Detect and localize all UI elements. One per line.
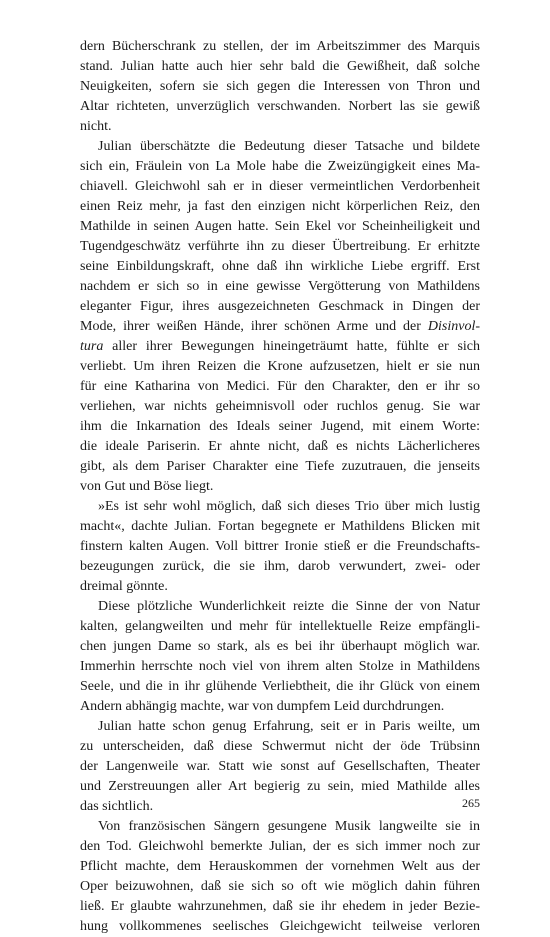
text-line: finstern kalten Augen. Voll bittrer Ironie stieß er die Freundschafts- bbox=[80, 539, 480, 554]
text-line: »Es ist sehr wohl möglich, daß sich dieses Trio über mich lustig bbox=[98, 499, 480, 514]
text-line: Diese plötzliche Wunderlichkeit reizte die Sinne der von Natur bbox=[98, 599, 480, 614]
text-line: Julian überschätzte die Bedeutung dieser Tatsache und bildete bbox=[98, 139, 480, 154]
text-line: verliebt. Um ihren Reizen die Krone aufzusetzen, hielt er sie nun bbox=[80, 359, 480, 374]
text-line: bezeugungen zurück, die sie ihm, darob verwundert, zwei- oder bbox=[80, 559, 480, 574]
text-line: chiavell. Gleichwohl sah er in dieser vermeintlichen Verdorbenheit bbox=[80, 179, 480, 194]
text-line: Altar richteten, unverzüglich verschwanden. Norbert las sie gewiß bbox=[80, 99, 480, 114]
paragraph bbox=[80, 137, 480, 497]
page-number: 265 bbox=[462, 796, 480, 810]
text-line: zu unterscheiden, daß diese Schwermut nicht der öde Trübsinn bbox=[80, 739, 480, 754]
paragraph bbox=[80, 497, 480, 597]
body-text bbox=[80, 37, 480, 937]
text-line: von Gut und Böse liegt. bbox=[80, 479, 214, 494]
text-line: dern Bücherschrank zu stellen, der im Arbeitszimmer des Marquis bbox=[80, 39, 480, 54]
text-line: einen Reiz mehr, ja fast den einzigen nicht körperlichen Reiz, den bbox=[80, 199, 480, 214]
text-line: ihm die Inkarnation des Ideals seiner Jugend, mit einem Worte: bbox=[80, 419, 480, 434]
text-line: Neuigkeiten, sofern sie sich gegen die Interessen von Thron und bbox=[80, 79, 480, 94]
text-line: Andern abhängig machte, war von dumpfem Leid durchdrungen. bbox=[80, 699, 445, 714]
text-line: den Tod. Gleichwohl bemerkte Julian, der es sich immer noch zur bbox=[80, 839, 480, 854]
text-line: nachdem er sich so in eine gewisse Vergötterung von Mathildens bbox=[80, 279, 480, 294]
text-line: Mode, ihrer weißen Hände, ihrer schönen Arme und der Disinvol- bbox=[80, 319, 480, 334]
text-line: seine Einbildungskraft, ohne daß ihn wirkliche Liebe ergriff. Erst bbox=[80, 259, 480, 274]
text-line: chen jungen Dame so stark, als es bei ihr überhaupt möglich war. bbox=[80, 639, 480, 654]
text-line: eleganter Figur, ihres ausgezeichneten Geschmack in Dingen der bbox=[80, 299, 480, 314]
paragraph bbox=[80, 597, 480, 717]
text-line: kalten, gelangweilten und mehr für intellektuelle Reize empfängli- bbox=[80, 619, 480, 634]
text-line: nicht. bbox=[80, 119, 112, 134]
text-line: und Zerstreuungen aller Art begierig zu sein, mied Mathilde alles bbox=[80, 779, 480, 794]
text-line: dreimal gönnte. bbox=[80, 579, 168, 594]
text-line: sich ein, Fräulein von La Mole habe die Zweizüngigkeit eines Ma- bbox=[80, 159, 480, 174]
text-line: für eine Katharina von Medici. Für den Charakter, den er ihr so bbox=[80, 379, 480, 394]
paragraph bbox=[80, 717, 480, 817]
text-line: tura aller ihrer Bewegungen hineingeträumt hatte, fühlte er sich bbox=[80, 339, 480, 354]
text-line: verliehen, war nichts geheimnisvoll oder ruchlos genug. Sie war bbox=[80, 399, 480, 414]
text-line: das sichtlich. bbox=[80, 799, 154, 814]
text-line: Tugendgeschwätz verführte ihn zu dieser Übertreibung. Er erhitzte bbox=[80, 239, 480, 254]
text-line: Immerhin herrschte noch viel von ihrem alten Stolze in Mathildens bbox=[80, 659, 480, 674]
text-line: Oper beizuwohnen, daß sie sich so oft wie möglich dahin führen bbox=[80, 879, 480, 894]
text-line: stand. Julian hatte auch hier sehr bald die Gewißheit, daß solche bbox=[80, 59, 480, 74]
text-line: Von französischen Sängern gesungene Musik langweilte sie in bbox=[98, 819, 480, 834]
text-line: Mathilde in seinen Augen hatte. Sein Ekel vor Scheinheiligkeit und bbox=[80, 219, 480, 234]
text-line: ließ. Er glaubte wahrzunehmen, daß sie ihr ehedem in jeder Bezie- bbox=[80, 899, 480, 914]
paragraph bbox=[80, 37, 480, 137]
text-line: die ideale Pariserin. Er ahnte nicht, daß es nichts Lächerlicheres bbox=[80, 439, 480, 454]
text-line: hung vollkommenes seelisches Gleichgewicht teilweise verloren bbox=[80, 919, 480, 934]
text-line: macht«, dachte Julian. Fortan begegnete er Mathildens Blicken mit bbox=[80, 519, 480, 534]
text-line: gibt, als dem Pariser Charakter eine Tiefe zuzutrauen, die jenseits bbox=[80, 459, 480, 474]
paragraph bbox=[80, 817, 480, 937]
text-line: Pflicht machte, dem Herauskommen der vornehmen Welt aus der bbox=[80, 859, 480, 874]
text-line: der Langenweile war. Statt wie sonst auf Gesellschaften, Theater bbox=[80, 759, 480, 774]
text-line: Julian hatte schon genug Erfahrung, seit er in Paris weilte, um bbox=[98, 719, 480, 734]
text-line: Seele, und die in ihr glühende Verliebtheit, die ihr Glück von einem bbox=[80, 679, 480, 694]
